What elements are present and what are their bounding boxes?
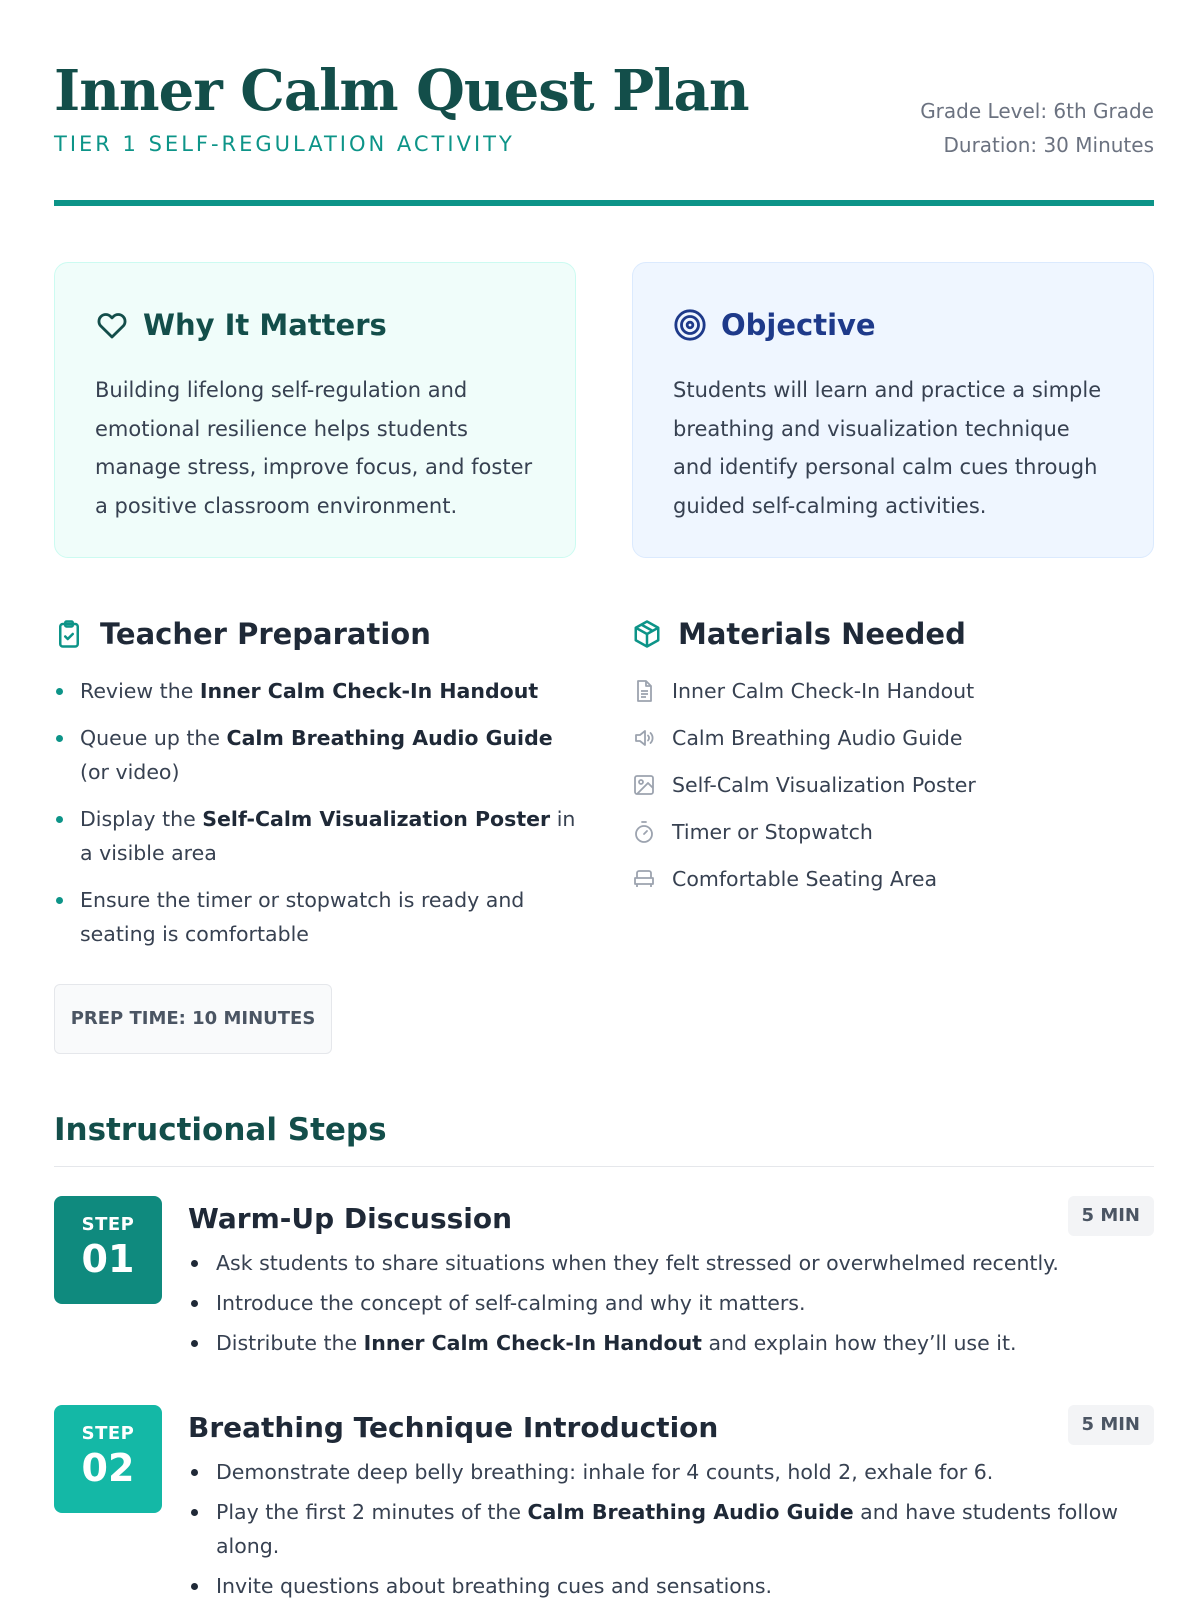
material-item: Calm Breathing Audio Guide [632, 721, 1154, 755]
step-duration-badge: 5 MIN [1068, 1196, 1154, 1236]
image-icon [632, 773, 656, 797]
step-number: 01 [81, 1237, 135, 1281]
speaker-icon [632, 726, 656, 750]
objective-title: Objective [721, 308, 876, 342]
step-number-badge [54, 1405, 162, 1513]
why-text: Building lifelong self-regulation and emotional resilience helps students manage stress, improve focus, and foster a positive classroom environment. [95, 378, 533, 518]
prep-item: Queue up the Calm Breathing Audio Guide (or video) [54, 721, 576, 789]
step-title: Warm-Up Discussion [188, 1202, 513, 1235]
heart-icon [95, 308, 129, 342]
material-item: Self-Calm Visualization Poster [632, 768, 1154, 802]
prep-time-badge: PREP TIME: 10 MINUTES [54, 984, 332, 1054]
step-title: Breathing Technique Introduction [188, 1411, 719, 1444]
objective-text: Students will learn and practice a simple breathing and visualization technique and identify personal calm cues through guided self-calming activities. [673, 378, 1102, 518]
step-bullet: Play the first 2 minutes of the Calm Breathing Audio Guide and have students follow along. [188, 1495, 1154, 1563]
step-label: STEP [81, 1423, 135, 1444]
grade-level: Grade Level: 6th Grade [920, 99, 1154, 123]
lesson-meta [920, 94, 1154, 162]
why-it-matters-card [54, 262, 576, 558]
materials-needed-title: Materials Needed [678, 617, 966, 651]
step-bullet: Distribute the Inner Calm Check-In Handout and explain how they’ll use it. [188, 1326, 1154, 1360]
step-bullet: Ask students to share situations when they felt stressed or overwhelmed recently. [188, 1246, 1154, 1280]
box-icon [632, 619, 662, 649]
objective-card [632, 262, 1154, 558]
step-bullets [188, 1455, 1154, 1600]
seat-icon [632, 867, 656, 891]
instructional-steps-title: Instructional Steps [54, 1112, 387, 1148]
prep-item: Ensure the timer or stopwatch is ready and seating is comfortable [54, 883, 576, 951]
header [54, 50, 1154, 210]
why-title: Why It Matters [143, 308, 387, 342]
step-bullets [188, 1246, 1154, 1366]
duration: Duration: 30 Minutes [943, 133, 1154, 157]
materials-list [632, 674, 1154, 896]
material-item: Comfortable Seating Area [632, 862, 1154, 896]
material-item: Timer or Stopwatch [632, 815, 1154, 849]
step-bullet: Demonstrate deep belly breathing: inhale for 4 counts, hold 2, exhale for 6. [188, 1455, 1154, 1489]
page-subtitle: TIER 1 SELF-REGULATION ACTIVITY [54, 132, 515, 156]
step-label: STEP [81, 1214, 135, 1235]
step-bullet: Introduce the concept of self-calming and why it matters. [188, 1286, 1154, 1320]
step-number: 02 [81, 1446, 135, 1490]
document-icon [632, 679, 656, 703]
materials-needed-section [632, 612, 1154, 909]
step-duration-badge: 5 MIN [1068, 1405, 1154, 1445]
lesson-plan-page [54, 0, 1154, 1600]
step-bullet: Invite questions about breathing cues and sensations. [188, 1569, 1154, 1600]
steps-divider [54, 1166, 1154, 1167]
clipboard-check-icon [54, 619, 84, 649]
prep-item: Review the Inner Calm Check-In Handout [54, 674, 576, 708]
prep-item: Display the Self-Calm Visualization Poster in a visible area [54, 802, 576, 870]
material-item: Inner Calm Check-In Handout [632, 674, 1154, 708]
stopwatch-icon [632, 820, 656, 844]
target-icon [673, 308, 707, 342]
step-number-badge [54, 1196, 162, 1304]
header-divider [54, 200, 1154, 206]
teacher-preparation-section [54, 612, 576, 1054]
prep-list [54, 674, 576, 951]
page-title: Inner Calm Quest Plan [54, 58, 749, 124]
teacher-preparation-title: Teacher Preparation [100, 617, 431, 651]
